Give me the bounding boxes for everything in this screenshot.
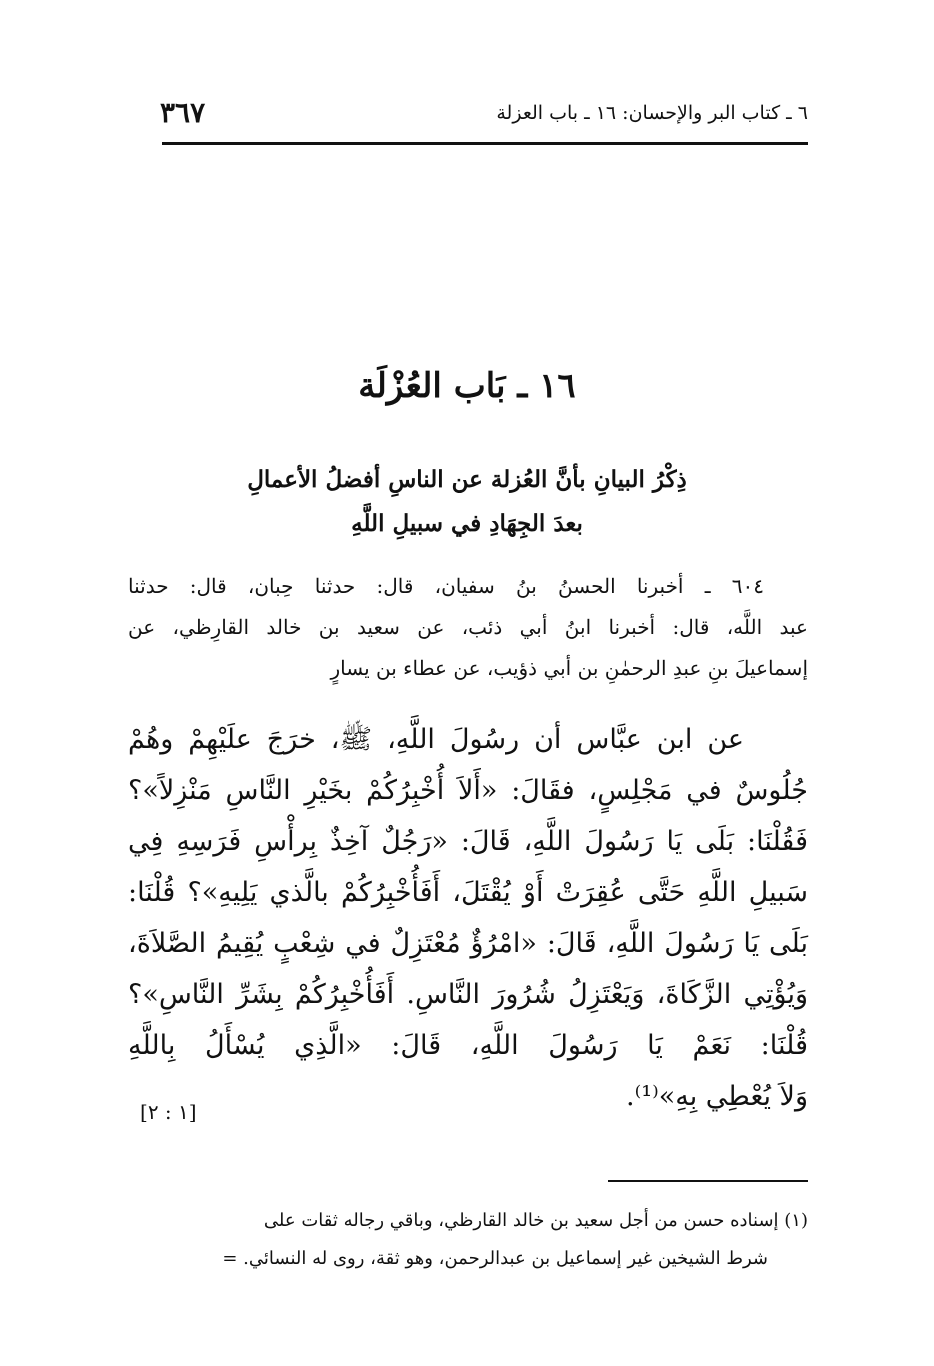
hadith-line: وَلاَ يُعْطِي بِهِ»⁽¹⁾.: [626, 1081, 808, 1112]
hadith-line: قُلْنَا: نَعَمْ يَا رَسُولَ اللَّهِ، قَالَ: «الَّذِي يُسْأَلُ بِاللَّهِ: [128, 1030, 808, 1061]
footnote: [126, 1202, 808, 1278]
hadith-line: جُلُوسٌ في مَجْلِسٍ، فقَالَ: «أَلاَ أُخْبِرُكُمْ بخَيْرِ النَّاسِ مَنْزِلاً»؟: [128, 775, 808, 806]
hadith-line: فَقُلْنَا: بَلَى يَا رَسُولَ اللَّهِ، قَالَ: «رَجُلٌ آخِذٌ بِرأْسِ فَرَسِهِ فِي: [128, 826, 808, 857]
hadith-line: وَيُؤْتِي الزَّكَاةَ، وَيَعْتَزِلُ شُرُورَ النَّاسِ. أَفَأُخْبِرُكُمْ بِشَرِّ النَّاسِ»؟: [128, 979, 808, 1010]
hadith-text: [128, 714, 808, 1122]
chapter-title: ١٦ ـ بَاب العُزْلَة: [358, 366, 576, 406]
footnote-line: (١) إسناده حسن من أجل سعيد بن خالد القارظي، وباقي رجاله ثقات على: [263, 1210, 808, 1231]
isnad-line: إسماعيلَ بنِ عبدِ الرحمٰنِ بن أبي ذؤيب، عن عطاء بن يسارٍ: [330, 656, 808, 680]
page-number: ٣٦٧: [160, 96, 206, 129]
section-heading-line: ذِكْرُ البيانِ بأنَّ العُزلة عن الناسِ أفضلُ الأعمالِ: [247, 466, 687, 493]
section-heading: [150, 458, 784, 546]
isnad-line: ٦٠٤ ـ أخبرنا الحسنُ بنُ سفيان، قال: حدثنا حِبان، قال: حدثنا: [128, 574, 764, 598]
header-divider: [162, 142, 808, 145]
isnad-line: عبد اللَّه، قال: أخبرنا ابنُ أبي ذئب، عن سعيد بن خالد القارِظي، عن: [128, 615, 808, 639]
hadith-line: بَلَى يَا رَسُولَ اللَّهِ، قَالَ: «امْرُؤٌ مُعْتَزِلٌ في شِعْبٍ يُقِيمُ الصَّلاَةَ،: [128, 928, 808, 959]
footnote-divider: [608, 1180, 808, 1182]
running-title: ٦ ـ كتاب البر والإحسان: ١٦ ـ باب العزلة: [496, 102, 808, 124]
hadith-line: عن ابن عبَّاس أن رسُولَ اللَّهِ، ﷺ، خرَجَ علَيْهِمْ وهُمْ: [128, 724, 744, 755]
running-head: [160, 96, 808, 136]
cross-reference: [١ : ٢]: [140, 1100, 197, 1124]
hadith-isnad: [128, 566, 808, 689]
footnote-line: شرط الشيخين غير إسماعيل بن عبدالرحمن، وهو ثقة، روى له النسائي. =: [222, 1248, 768, 1269]
hadith-line: سَبيلِ اللَّهِ حَتَّى عُقِرَتْ أَوْ يُقْتَلَ، أَفَأُخْبِرُكُمْ بالَّذي يَلِيهِ»؟ قُلْنَا:: [128, 877, 808, 908]
section-heading-line: بعدَ الجِهَادِ في سبيلِ اللَّهِ: [351, 510, 583, 537]
